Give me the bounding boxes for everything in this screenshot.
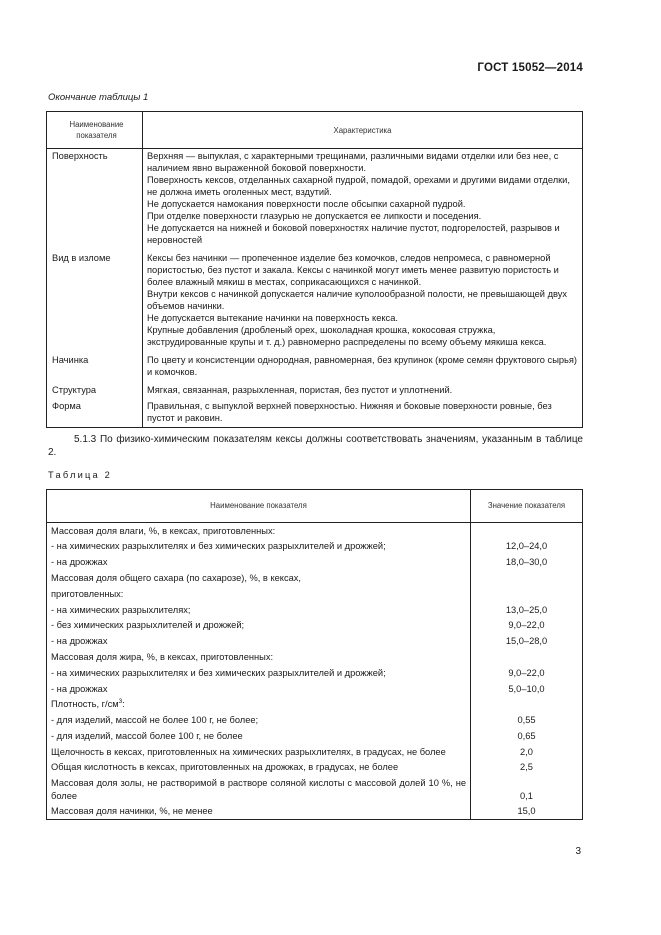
- indicator-name: Массовая доля общего сахара (по сахарозе), %, в кексах,: [47, 570, 471, 586]
- table1-col1-header-line2: показателя: [76, 131, 117, 140]
- table1-col2-header: Характеристика: [143, 112, 583, 149]
- row-name: Структура: [47, 381, 143, 399]
- description-line: Не допускается вытекание начинки на поверхность кекса.: [147, 313, 398, 323]
- table1-col1-header: [47, 112, 143, 149]
- table-row: [47, 649, 583, 665]
- indicator-value: 12,0–24,0: [471, 539, 583, 555]
- table2-header-row: [47, 490, 583, 523]
- table-row: [47, 539, 583, 555]
- table-row: [47, 570, 583, 586]
- table-row: [47, 665, 583, 681]
- table1-caption: Окончание таблицы 1: [48, 92, 149, 103]
- indicator-value: [471, 523, 583, 539]
- indicator-value: 9,0–22,0: [471, 618, 583, 634]
- indicator-value: 0,1: [471, 776, 583, 804]
- density-label-suffix: :: [122, 699, 125, 710]
- description-line: Правильная, с выпуклой верхней поверхностью. Нижняя и боковые поверхности ровные, без пустот и раковин.: [147, 401, 552, 423]
- table-row: [47, 744, 583, 760]
- document-code: ГОСТ 15052—2014: [477, 62, 583, 74]
- indicator-value: 9,0–22,0: [471, 665, 583, 681]
- table1: [46, 111, 583, 428]
- indicator-name: Массовая доля влаги, %, в кексах, приготовленных:: [47, 523, 471, 539]
- row-description: [143, 399, 583, 428]
- indicator-value: [471, 586, 583, 602]
- table-row: [47, 249, 583, 351]
- row-name: Вид в изломе: [47, 249, 143, 351]
- row-name: Поверхность: [47, 149, 143, 250]
- density-unit-exponent: 3: [118, 698, 123, 706]
- indicator-name: Массовая доля жира, %, в кексах, приготовленных:: [47, 649, 471, 665]
- indicator-value: 13,0–25,0: [471, 602, 583, 618]
- table-row: [47, 681, 583, 697]
- table-row: [47, 728, 583, 744]
- indicator-name: [47, 697, 471, 713]
- indicator-name: Массовая доля начинки, %, не менее: [47, 804, 471, 820]
- description-line: Не допускается на нижней и боковой поверхностях наличие пустот, подгорелостей, разрывов и неровностей: [147, 223, 560, 245]
- table2-col1-header: Наименование показателя: [47, 490, 471, 523]
- description-line: Не допускается намокания поверхности после обсыпки сахарной пудрой.: [147, 199, 466, 209]
- indicator-name: - на химических разрыхлителях и без химических разрыхлителей и дрожжей;: [47, 665, 471, 681]
- indicator-value: [471, 697, 583, 713]
- table1-header-row: [47, 112, 583, 149]
- indicator-value: 18,0–30,0: [471, 555, 583, 571]
- row-name: Форма: [47, 399, 143, 428]
- indicator-name: Общая кислотность в кексах, приготовленных на дрожжах, в градусах, не более: [47, 760, 471, 776]
- table1-col1-header-line1: Наименование: [69, 120, 124, 129]
- indicator-name: приготовленных:: [47, 586, 471, 602]
- table-row: [47, 804, 583, 820]
- clause-5-1-3: 5.1.3 По физико-химическим показателям кексы должны соответствовать значениям, указанным в таблице 2.: [48, 434, 583, 458]
- description-line: Кексы без начинки — пропеченное изделие без комочков, следов непромеса, с равномерной пористостью, без пустот и закала. Кексы с начинкой могут иметь менее развитую пористость и более влажный мякиш в местах, соприкасающихся с начинкой.: [147, 253, 559, 287]
- page-number: 3: [575, 846, 581, 857]
- row-description: [143, 351, 583, 381]
- description-line: Верхняя — выпуклая, с характерными трещинами, различными видами отделки или без нее, с наличием явно выраженной боковой поверхности.: [147, 151, 559, 173]
- table-row: [47, 351, 583, 381]
- row-name: Начинка: [47, 351, 143, 381]
- indicator-value: 5,0–10,0: [471, 681, 583, 697]
- indicator-value: 0,65: [471, 728, 583, 744]
- table-row: [47, 618, 583, 634]
- description-line: По цвету и консистенции однородная, равномерная, без крупинок (кроме семян фруктового сырья) и комочков.: [147, 355, 578, 377]
- row-description: [143, 149, 583, 250]
- row-description: [143, 249, 583, 351]
- density-label: Плотность, г/см: [51, 699, 119, 710]
- indicator-name: - для изделий, массой не более 100 г, не более;: [47, 712, 471, 728]
- description-line: Внутри кексов с начинкой допускается наличие куполообразной полости, не превышающей двух объемов начинки.: [147, 289, 568, 311]
- table-row: [47, 399, 583, 428]
- table-row: [47, 523, 583, 539]
- indicator-name: - на дрожжах: [47, 681, 471, 697]
- table-row: [47, 602, 583, 618]
- indicator-value: 15,0–28,0: [471, 633, 583, 649]
- indicator-name: - на химических разрыхлителях;: [47, 602, 471, 618]
- indicator-value: 2,0: [471, 744, 583, 760]
- indicator-value: 0,55: [471, 712, 583, 728]
- table2-caption: Таблица 2: [48, 470, 113, 480]
- table-row: [47, 586, 583, 602]
- indicator-value: 2,5: [471, 760, 583, 776]
- indicator-value: [471, 649, 583, 665]
- table-row: [47, 381, 583, 399]
- description-line: Мягкая, связанная, разрыхленная, пористая, без пустот и уплотнений.: [147, 385, 453, 395]
- indicator-value: 15,0: [471, 804, 583, 820]
- indicator-name: - на дрожжах: [47, 555, 471, 571]
- indicator-name: - на дрожжах: [47, 633, 471, 649]
- indicator-name: - на химических разрыхлителях и без химических разрыхлителей и дрожжей;: [47, 539, 471, 555]
- description-line: Поверхность кексов, отделанных сахарной пудрой, помадой, орехами и другими видами отделки, не должна иметь оголенных мест, вздутий.: [147, 175, 570, 197]
- indicator-value: [471, 570, 583, 586]
- description-line: При отделке поверхности глазурью не допускается ее липкости и поседения.: [147, 211, 482, 221]
- table-row: [47, 697, 583, 713]
- table2-col2-header: Значение показателя: [471, 490, 583, 523]
- table2: [46, 489, 583, 820]
- table-row: [47, 149, 583, 250]
- row-description: [143, 381, 583, 399]
- indicator-name: Массовая доля золы, не растворимой в растворе соляной кислоты с массовой долей 10 %, не более: [47, 776, 471, 804]
- table-row: [47, 760, 583, 776]
- description-line: Крупные добавления (дробленый орех, шоколадная крошка, кокосовая стружка, экструдированные крупы и т. д.) равномерно распределены по всему объему мякиша кекса.: [147, 325, 547, 347]
- table-row: [47, 712, 583, 728]
- table-row: [47, 555, 583, 571]
- table-row: [47, 633, 583, 649]
- indicator-name: - для изделий, массой более 100 г, не более: [47, 728, 471, 744]
- table-row: [47, 776, 583, 804]
- indicator-name: - без химических разрыхлителей и дрожжей;: [47, 618, 471, 634]
- indicator-name: Щелочность в кексах, приготовленных на химических разрыхлителях, в градусах, не более: [47, 744, 471, 760]
